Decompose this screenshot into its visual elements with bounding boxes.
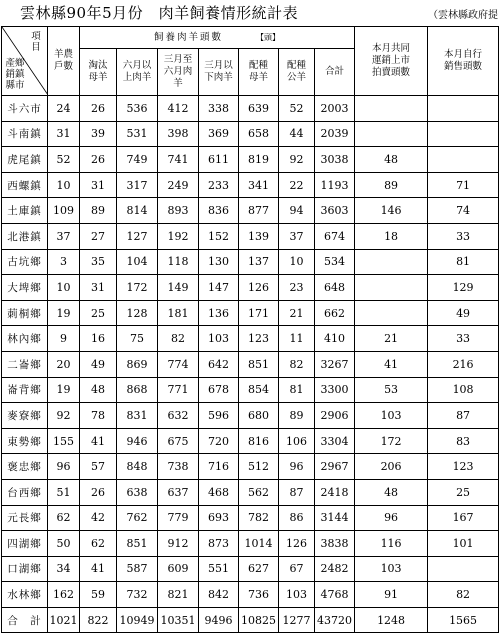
table-cell: 75 <box>117 326 158 352</box>
table-cell: 83 <box>428 428 499 454</box>
table-cell: 637 <box>158 479 199 505</box>
table-cell <box>355 96 428 122</box>
table-cell: 82 <box>158 326 199 352</box>
table-cell: 92 <box>48 403 80 429</box>
table-cell: 410 <box>315 326 355 352</box>
table-cell: 62 <box>80 531 117 557</box>
table-cell: 2039 <box>315 121 355 147</box>
row-region-name: 元長鄉 <box>2 505 48 531</box>
table-cell: 22 <box>279 172 315 198</box>
table-cell: 648 <box>315 275 355 301</box>
table-cell: 662 <box>315 300 355 326</box>
table-cell: 680 <box>239 403 279 429</box>
table-cell: 912 <box>158 531 199 557</box>
table-cell: 37 <box>48 223 80 249</box>
table-cell: 96 <box>48 454 80 480</box>
table-row <box>2 377 499 403</box>
table-cell: 96 <box>355 505 428 531</box>
table-cell: 103 <box>355 556 428 582</box>
table-cell: 108 <box>428 377 499 403</box>
table-cell: 720 <box>199 428 239 454</box>
table-cell: 59 <box>80 582 117 608</box>
table-cell: 741 <box>158 147 199 173</box>
table-cell: 27 <box>80 223 117 249</box>
table-cell <box>428 121 499 147</box>
table-cell: 869 <box>117 351 158 377</box>
table-row <box>2 351 499 377</box>
table-cell <box>428 147 499 173</box>
table-cell: 893 <box>158 198 199 224</box>
table-cell: 42 <box>80 505 117 531</box>
table-cell: 732 <box>117 582 158 608</box>
table-cell: 26 <box>80 96 117 122</box>
table-cell: 693 <box>199 505 239 531</box>
table-row <box>2 531 499 557</box>
table-row <box>2 249 499 275</box>
table-cell: 398 <box>158 121 199 147</box>
table-cell: 369 <box>199 121 239 147</box>
table-cell: 162 <box>48 582 80 608</box>
table-cell: 2906 <box>315 403 355 429</box>
table-cell: 639 <box>239 96 279 122</box>
table-cell: 130 <box>199 249 239 275</box>
table-cell: 89 <box>80 198 117 224</box>
table-row <box>2 582 499 608</box>
header-col-under-3m: 三月以 下肉羊 <box>199 49 239 96</box>
table-cell: 25 <box>428 479 499 505</box>
table-cell: 26 <box>80 479 117 505</box>
table-cell: 611 <box>199 147 239 173</box>
table-cell: 596 <box>199 403 239 429</box>
title-row <box>0 0 500 26</box>
table-cell: 147 <box>199 275 239 301</box>
table-cell: 74 <box>428 198 499 224</box>
table-cell: 50 <box>48 531 80 557</box>
table-cell: 106 <box>279 428 315 454</box>
table-cell: 341 <box>239 172 279 198</box>
table-cell: 851 <box>239 351 279 377</box>
table-cell: 48 <box>355 479 428 505</box>
table-cell: 87 <box>279 479 315 505</box>
table-cell: 3603 <box>315 198 355 224</box>
table-cell: 19 <box>48 377 80 403</box>
table-cell: 816 <box>239 428 279 454</box>
table-cell <box>428 96 499 122</box>
row-region-name: 崙背鄉 <box>2 377 48 403</box>
table-cell: 821 <box>158 582 199 608</box>
table-cell: 11 <box>279 326 315 352</box>
table-cell: 536 <box>117 96 158 122</box>
table-cell: 89 <box>279 403 315 429</box>
table-cell: 139 <box>239 223 279 249</box>
table-cell: 67 <box>279 556 315 582</box>
table-cell: 716 <box>199 454 239 480</box>
header-col-over-6m: 六月以 上肉羊 <box>117 49 158 96</box>
table-cell: 82 <box>428 582 499 608</box>
row-region-name: 二崙鄉 <box>2 351 48 377</box>
table-cell: 233 <box>199 172 239 198</box>
table-cell <box>355 121 428 147</box>
table-cell: 10949 <box>117 607 158 633</box>
table-cell: 24 <box>48 96 80 122</box>
table-cell: 21 <box>279 300 315 326</box>
table-row <box>2 403 499 429</box>
table-cell: 62 <box>48 505 80 531</box>
table-row <box>2 223 499 249</box>
table-cell: 116 <box>355 531 428 557</box>
table-cell: 738 <box>158 454 199 480</box>
row-region-name: 土庫鎮 <box>2 198 48 224</box>
table-row <box>2 172 499 198</box>
table-cell: 675 <box>158 428 199 454</box>
table-cell: 37 <box>279 223 315 249</box>
table-cell: 4768 <box>315 582 355 608</box>
table-cell: 81 <box>279 377 315 403</box>
header-farm-households: 羊農 戶數 <box>48 27 80 96</box>
table-cell: 10 <box>48 172 80 198</box>
table-cell: 9496 <box>199 607 239 633</box>
header-col-cull-ewe: 淘汰 母羊 <box>80 49 117 96</box>
header-auction: 本月共同 運銷上市 拍賣頭數 <box>355 27 428 96</box>
row-region-name: 虎尾鎮 <box>2 147 48 173</box>
table-cell <box>355 249 428 275</box>
table-cell: 23 <box>279 275 315 301</box>
table-cell: 1193 <box>315 172 355 198</box>
table-cell: 3144 <box>315 505 355 531</box>
table-cell: 10351 <box>158 607 199 633</box>
table-cell: 762 <box>117 505 158 531</box>
table-row <box>2 505 499 531</box>
table-cell: 149 <box>158 275 199 301</box>
table-cell: 627 <box>239 556 279 582</box>
table-cell: 10825 <box>239 607 279 633</box>
table-cell: 41 <box>80 556 117 582</box>
table-cell: 25 <box>80 300 117 326</box>
table-cell: 146 <box>355 198 428 224</box>
table-cell: 678 <box>199 377 239 403</box>
row-region-name: 水林鄉 <box>2 582 48 608</box>
row-region-name: 北港鎮 <box>2 223 48 249</box>
table-cell: 82 <box>279 351 315 377</box>
table-cell: 91 <box>355 582 428 608</box>
table-cell: 587 <box>117 556 158 582</box>
table-cell: 946 <box>117 428 158 454</box>
table-cell: 877 <box>239 198 279 224</box>
table-cell: 642 <box>199 351 239 377</box>
row-region-name: 斗六市 <box>2 96 48 122</box>
table-cell: 851 <box>117 531 158 557</box>
row-region-name: 台西鄉 <box>2 479 48 505</box>
header-col-3m-6m: 三月至 六月肉 羊 <box>158 49 199 96</box>
row-region-name: 林內鄉 <box>2 326 48 352</box>
table-cell: 51 <box>48 479 80 505</box>
table-cell: 87 <box>428 403 499 429</box>
corner-region-label: 產鄉 銷鎮 縣市 <box>5 58 25 91</box>
table-row <box>2 96 499 122</box>
header-group <box>80 27 355 49</box>
table-cell: 136 <box>199 300 239 326</box>
row-region-name: 西螺鎮 <box>2 172 48 198</box>
table-cell: 638 <box>117 479 158 505</box>
table-row <box>2 454 499 480</box>
table-cell: 2482 <box>315 556 355 582</box>
table-cell: 10 <box>279 249 315 275</box>
table-cell: 19 <box>48 300 80 326</box>
table-cell: 94 <box>279 198 315 224</box>
table-cell: 10 <box>48 275 80 301</box>
table-row <box>2 479 499 505</box>
table-cell: 43720 <box>315 607 355 633</box>
table-cell: 206 <box>355 454 428 480</box>
table-cell: 52 <box>48 147 80 173</box>
table-row <box>2 147 499 173</box>
table-cell: 172 <box>355 428 428 454</box>
table-cell: 468 <box>199 479 239 505</box>
table-cell: 3300 <box>315 377 355 403</box>
table-cell: 216 <box>428 351 499 377</box>
table-cell: 137 <box>239 249 279 275</box>
header-col-breeding-ram: 配種 公羊 <box>279 49 315 96</box>
row-region-name: 古坑鄉 <box>2 249 48 275</box>
table-cell: 192 <box>158 223 199 249</box>
table-cell: 39 <box>80 121 117 147</box>
table-cell: 52 <box>279 96 315 122</box>
table-cell: 317 <box>117 172 158 198</box>
row-region-name: 東勢鄉 <box>2 428 48 454</box>
table-row <box>2 607 499 633</box>
table-cell: 104 <box>117 249 158 275</box>
table-cell: 1021 <box>48 607 80 633</box>
table-cell: 103 <box>279 582 315 608</box>
row-region-name: 褒忠鄉 <box>2 454 48 480</box>
table-cell: 531 <box>117 121 158 147</box>
table-cell: 33 <box>428 223 499 249</box>
table-cell: 172 <box>117 275 158 301</box>
table-cell: 41 <box>80 428 117 454</box>
table-cell: 109 <box>48 198 80 224</box>
table-cell: 44 <box>279 121 315 147</box>
table-cell: 86 <box>279 505 315 531</box>
table-body <box>2 96 499 633</box>
table-cell <box>355 300 428 326</box>
table-cell: 89 <box>355 172 428 198</box>
header-unit: 【頭】 <box>256 32 281 42</box>
table-cell: 551 <box>199 556 239 582</box>
table-cell: 9 <box>48 326 80 352</box>
corner-item-label: 項目 <box>31 31 41 53</box>
header-col-breeding-ewe: 配種 母羊 <box>239 49 279 96</box>
table-cell: 2967 <box>315 454 355 480</box>
row-region-name: 口湖鄉 <box>2 556 48 582</box>
table-cell: 53 <box>355 377 428 403</box>
table-cell: 167 <box>428 505 499 531</box>
table-cell: 632 <box>158 403 199 429</box>
table-cell: 118 <box>158 249 199 275</box>
table-cell: 3838 <box>315 531 355 557</box>
table-cell: 35 <box>80 249 117 275</box>
table-cell: 31 <box>48 121 80 147</box>
table-cell: 128 <box>117 300 158 326</box>
table-cell: 831 <box>117 403 158 429</box>
table-cell: 819 <box>239 147 279 173</box>
table-cell: 18 <box>355 223 428 249</box>
table-cell: 78 <box>80 403 117 429</box>
table-cell: 512 <box>239 454 279 480</box>
table-cell: 2003 <box>315 96 355 122</box>
header-col-total: 合計 <box>315 49 355 96</box>
table-row <box>2 326 499 352</box>
table-cell: 749 <box>117 147 158 173</box>
row-region-name: 斗南鎮 <box>2 121 48 147</box>
table-cell: 609 <box>158 556 199 582</box>
table-cell: 3038 <box>315 147 355 173</box>
header-self-sale: 本月自行 銷售頭數 <box>428 27 499 96</box>
table-cell: 34 <box>48 556 80 582</box>
table-cell: 774 <box>158 351 199 377</box>
table-cell: 49 <box>80 351 117 377</box>
table-cell: 1565 <box>428 607 499 633</box>
table-cell: 123 <box>428 454 499 480</box>
table-row <box>2 198 499 224</box>
table-cell: 57 <box>80 454 117 480</box>
table-row <box>2 300 499 326</box>
table-cell: 21 <box>355 326 428 352</box>
table-cell: 103 <box>355 403 428 429</box>
table-row <box>2 556 499 582</box>
row-region-name: 麥寮鄉 <box>2 403 48 429</box>
table-cell: 49 <box>428 300 499 326</box>
row-region-name: 大埤鄉 <box>2 275 48 301</box>
table-cell: 26 <box>80 147 117 173</box>
table-cell: 3 <box>48 249 80 275</box>
table-cell: 249 <box>158 172 199 198</box>
table-cell: 814 <box>117 198 158 224</box>
table-cell: 181 <box>158 300 199 326</box>
table-cell: 782 <box>239 505 279 531</box>
table-cell: 674 <box>315 223 355 249</box>
table-cell: 48 <box>80 377 117 403</box>
table-cell: 854 <box>239 377 279 403</box>
table-row <box>2 428 499 454</box>
table-cell: 126 <box>279 531 315 557</box>
table-cell: 81 <box>428 249 499 275</box>
source-note: （雲林縣政府提 <box>428 10 498 21</box>
table-cell: 412 <box>158 96 199 122</box>
table-cell: 562 <box>239 479 279 505</box>
table-cell: 71 <box>428 172 499 198</box>
header-group-label: 飼養肉羊頭數 <box>154 31 224 43</box>
table-cell: 155 <box>48 428 80 454</box>
table-cell: 338 <box>199 96 239 122</box>
row-region-name: 莿桐鄉 <box>2 300 48 326</box>
table-cell: 33 <box>428 326 499 352</box>
table-cell: 822 <box>80 607 117 633</box>
table-cell: 31 <box>80 275 117 301</box>
table-cell: 842 <box>199 582 239 608</box>
table-cell: 1014 <box>239 531 279 557</box>
table-cell: 20 <box>48 351 80 377</box>
table-cell: 736 <box>239 582 279 608</box>
report-title: 雲林縣90年5月份 肉羊飼養情形統計表 <box>20 4 299 22</box>
table-cell: 127 <box>117 223 158 249</box>
table-cell <box>355 275 428 301</box>
table-cell: 16 <box>80 326 117 352</box>
row-region-name: 合 計 <box>2 607 48 633</box>
table-row <box>2 275 499 301</box>
table-cell: 103 <box>199 326 239 352</box>
table-cell: 92 <box>279 147 315 173</box>
table-cell: 31 <box>80 172 117 198</box>
table-cell: 1248 <box>355 607 428 633</box>
table-cell: 152 <box>199 223 239 249</box>
table-cell: 658 <box>239 121 279 147</box>
table-cell: 101 <box>428 531 499 557</box>
table-cell: 123 <box>239 326 279 352</box>
table-cell <box>428 556 499 582</box>
row-region-name: 四湖鄉 <box>2 531 48 557</box>
table-cell: 2418 <box>315 479 355 505</box>
table-cell: 129 <box>428 275 499 301</box>
table-cell: 868 <box>117 377 158 403</box>
table-cell: 779 <box>158 505 199 531</box>
table-cell: 96 <box>279 454 315 480</box>
table-cell: 48 <box>355 147 428 173</box>
corner-header <box>2 27 48 96</box>
table-cell: 534 <box>315 249 355 275</box>
table-cell: 171 <box>239 300 279 326</box>
table-cell: 848 <box>117 454 158 480</box>
table-cell: 873 <box>199 531 239 557</box>
statistics-table <box>1 26 499 633</box>
table-cell: 771 <box>158 377 199 403</box>
table-cell: 836 <box>199 198 239 224</box>
table-cell: 126 <box>239 275 279 301</box>
table-row <box>2 121 499 147</box>
table-cell: 41 <box>355 351 428 377</box>
table-cell: 1277 <box>279 607 315 633</box>
table-cell: 3267 <box>315 351 355 377</box>
table-cell: 3304 <box>315 428 355 454</box>
